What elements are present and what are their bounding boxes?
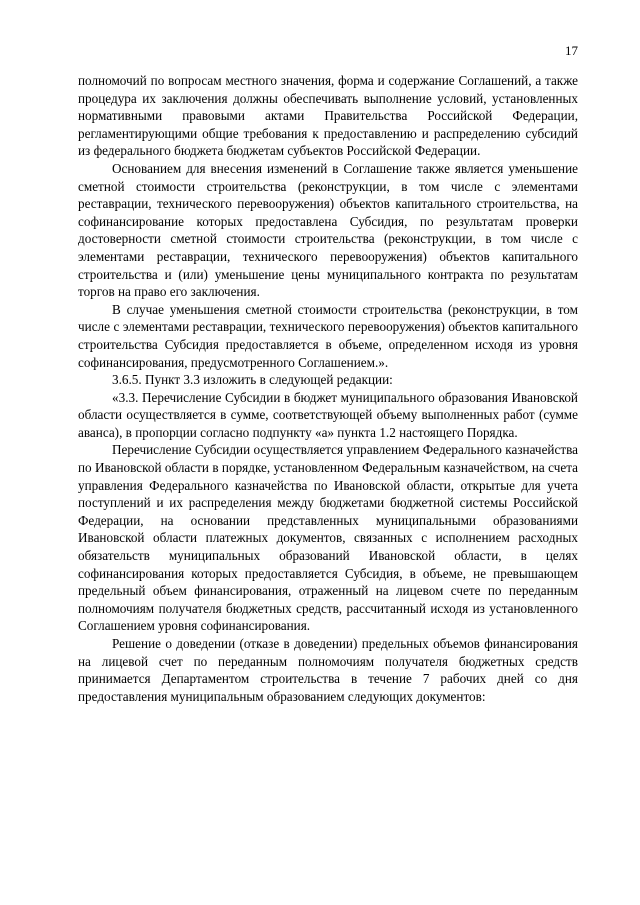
document-body — [78, 72, 578, 705]
paragraph: полномочий по вопросам местного значения, форма и содержание Соглашений, а также процедура их заключения должны обеспечивать выполнение условий, установленных нормативными правовыми актами Правительства Российской Федерации, регламентирующими общие требования к предоставлению и распределению субсидий из федерального бюджета бюджетам субъектов Российской Федерации. — [78, 73, 578, 159]
paragraph: Перечисление Субсидии осуществляется управлением Федерального казначейства по Ивановской области в порядке, установленном Федеральным казначейством, на счета управления Федерального казначейства по Ивановской области, открытые для учета поступлений и их распределения между бюджетами бюджетной системы Российской Федерации, на основании представленных муниципальными образованиями Ивановской области платежных документов, связанных с исполнением расходных обязательств муниципальных образований Ивановской области, в целях софинансирования которых предоставляется Субсидия, в объеме, не превышающем предельный объем финансирования, отраженный на лицевом счете по переданным полномочиям получателя бюджетных средств, рассчитанный исходя из установленного Соглашением уровня софинансирования. — [78, 442, 578, 634]
paragraph: Основанием для внесения изменений в Соглашение также является уменьшение сметной стоимости строительства (реконструкции, в том числе с элементами реставрации, технического перевооружения) объектов капитального строительства, на софинансирование которых предоставлена Субсидия, по результатам проверки достоверности сметной стоимости строительства (реконструкции, в том числе с элементами реставрации, технического перевооружения) объектов капитального строительства и (или) уменьшение цены муниципального контракта по результатам торгов на право его заключения. — [78, 160, 578, 300]
paragraph: В случае уменьшения сметной стоимости строительства (реконструкции, в том числе с элементами реставрации, технического перевооружения) объектов капитального строительства Субсидия предоставляется в объеме, определенном исходя из уровня софинансирования, предусмотренного Соглашением.». — [78, 301, 578, 370]
paragraph: Решение о доведении (отказе в доведении) предельных объемов финансирования на лицевой счет по переданным полномочиям получателя бюджетных средств принимается Департаментом строительства в течение 7 рабочих дней со дня предоставления муниципальным образованием следующих документов: — [78, 636, 578, 704]
paragraph: 3.6.5. Пункт 3.3 изложить в следующей редакции: — [112, 372, 393, 388]
paragraph: «3.3. Перечисление Субсидии в бюджет муниципального образования Ивановской области осуществляется в сумме, соответствующей объему выполненных работ (сумме аванса), в пропорции согласно подпункту «а» пункта 1.2 настоящего Порядка. — [78, 389, 578, 440]
page-number: 17 — [565, 43, 578, 58]
